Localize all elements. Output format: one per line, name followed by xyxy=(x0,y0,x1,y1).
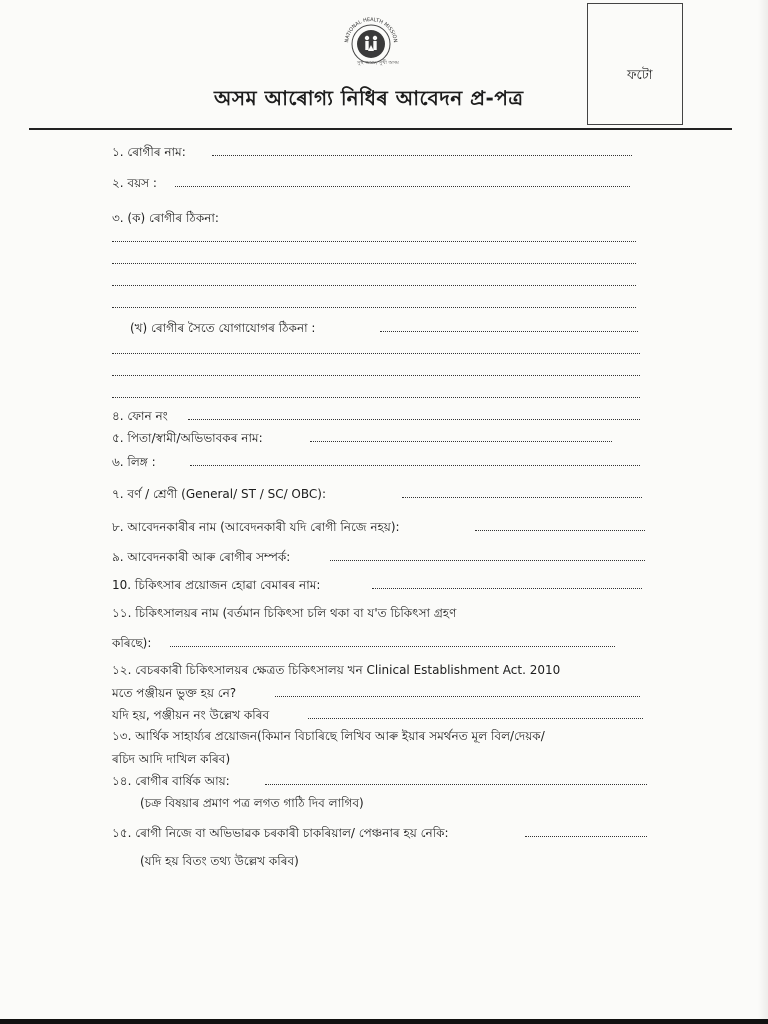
field-disease-name-input[interactable] xyxy=(372,588,642,589)
field-annual-income-label: ১৪. ৰোগীৰ বাৰ্ষিক আয়: xyxy=(112,774,230,788)
field-govt-employee-note: (যদি হয় বিতং তথ্য উল্লেখ কৰিব) xyxy=(140,854,299,868)
field-patient-address-label: ৩. (ক) ৰোগীৰ ঠিকনা: xyxy=(112,211,219,225)
bottom-scan-border xyxy=(0,1019,768,1024)
field-guardian-name-input[interactable] xyxy=(310,441,612,442)
nhm-logo xyxy=(338,14,404,66)
logo-text: NATIONAL HEALTH MISSION xyxy=(343,16,399,44)
field-private-hospital-label-2: মতে পঞ্জীয়ন ভুক্ত হয় নে? xyxy=(112,686,237,700)
field-registration-no-label: যদি হয়, পঞ্জীয়ন নং উল্লেখ কৰিব xyxy=(112,708,270,722)
field-applicant-name-label: ৮. আবেদনকাৰীৰ নাম (আবেদনকাৰী যদি ৰোগী নিজে নহয়): xyxy=(112,520,400,534)
field-disease-name-label: 10. চিকিৎসাৰ প্ৰয়োজন হোৱা বেমাৰৰ নাম: xyxy=(112,578,321,592)
field-patient-name-input[interactable] xyxy=(212,155,632,156)
field-registration-no-input[interactable] xyxy=(308,718,643,719)
field-patient-address-input-4[interactable] xyxy=(112,307,636,308)
field-contact-address-input-3[interactable] xyxy=(112,375,640,376)
field-govt-employee-label: ১৫. ৰোগী নিজে বা অভিভাৱক চৰকাৰী চাকৰিয়াল/ পেঞ্চনাৰ হয় নেকি: xyxy=(112,826,449,840)
field-patient-address-input-2[interactable] xyxy=(112,263,636,264)
field-guardian-name-label: ৫. পিতা/স্বামী/অভিভাবকৰ নাম: xyxy=(112,431,263,445)
field-hospital-name-label-2: কৰিছে): xyxy=(112,636,152,650)
field-contact-address-input-4[interactable] xyxy=(112,397,640,398)
field-relation-input[interactable] xyxy=(330,560,645,561)
field-contact-address-input-1[interactable] xyxy=(380,331,638,332)
field-registered-input[interactable] xyxy=(275,696,640,697)
field-relation-label: ৯. আবেদনকাৰী আৰু ৰোগীৰ সম্পৰ্ক: xyxy=(112,550,291,564)
field-patient-address-input-1[interactable] xyxy=(112,241,636,242)
field-age-label: ২. বয়স : xyxy=(112,176,157,190)
field-age-input[interactable] xyxy=(175,186,630,187)
field-annual-income-input[interactable] xyxy=(265,784,647,785)
photo-label: ফটো xyxy=(627,68,653,83)
field-private-hospital-label-1: ১২. বেচৰকাৰী চিকিৎসালয়ৰ ক্ষেত্ৰত চিকিৎসালয় খন Clinical Establishment Act. 2010 xyxy=(112,663,561,677)
field-phone-input[interactable] xyxy=(188,419,640,420)
field-gender-label: ৬. লিঙ্গ : xyxy=(112,455,156,469)
field-patient-address-input-3[interactable] xyxy=(112,285,636,286)
field-hospital-name-label-1: ১১. চিকিৎসালয়ৰ নাম (বৰ্তমান চিকিৎসা চলি থকা বা য'ত চিকিৎসা গ্ৰহণ xyxy=(112,606,457,620)
field-contact-address-input-2[interactable] xyxy=(112,353,640,354)
field-contact-address-label: (খ) ৰোগীৰ সৈতে যোগাযোগৰ ঠিকনা : xyxy=(130,321,316,335)
right-edge-shadow xyxy=(758,0,768,1024)
field-patient-name-label: ১. ৰোগীৰ নাম: xyxy=(112,145,186,159)
field-govt-employee-input[interactable] xyxy=(525,836,647,837)
field-financial-help-label-1: ১৩. আৰ্থিক সাহাৰ্য্যৰ প্ৰয়োজন(কিমান বিচাৰিছে লিখিব আৰু ইয়াৰ সমৰ্থনত মূল বিল/দেয়ক/ xyxy=(112,729,545,743)
field-hospital-name-input[interactable] xyxy=(170,646,615,647)
field-category-label: ৭. বৰ্ণ / শ্ৰেণী (General/ ST / SC/ OBC): xyxy=(112,487,327,501)
header-rule xyxy=(29,128,732,130)
field-phone-label: ৪. ফোন নং xyxy=(112,409,168,423)
photo-box[interactable] xyxy=(587,3,683,125)
field-gender-input[interactable] xyxy=(190,465,640,466)
form-title: অসম আৰোগ্য নিধিৰ আবেদন প্ৰ-পত্ৰ xyxy=(214,86,524,110)
field-financial-help-label-2: ৰচিদ আদি দাখিল কৰিব) xyxy=(112,752,231,766)
field-applicant-name-input[interactable] xyxy=(475,530,645,531)
logo-subtext: সুস্থ অসম, সুখী অসম xyxy=(357,60,399,66)
field-annual-income-note: (চক্ৰ বিষয়াৰ প্ৰমাণ পত্ৰ লগত গাঠি দিব লাগিব) xyxy=(140,796,364,810)
field-category-input[interactable] xyxy=(402,497,642,498)
